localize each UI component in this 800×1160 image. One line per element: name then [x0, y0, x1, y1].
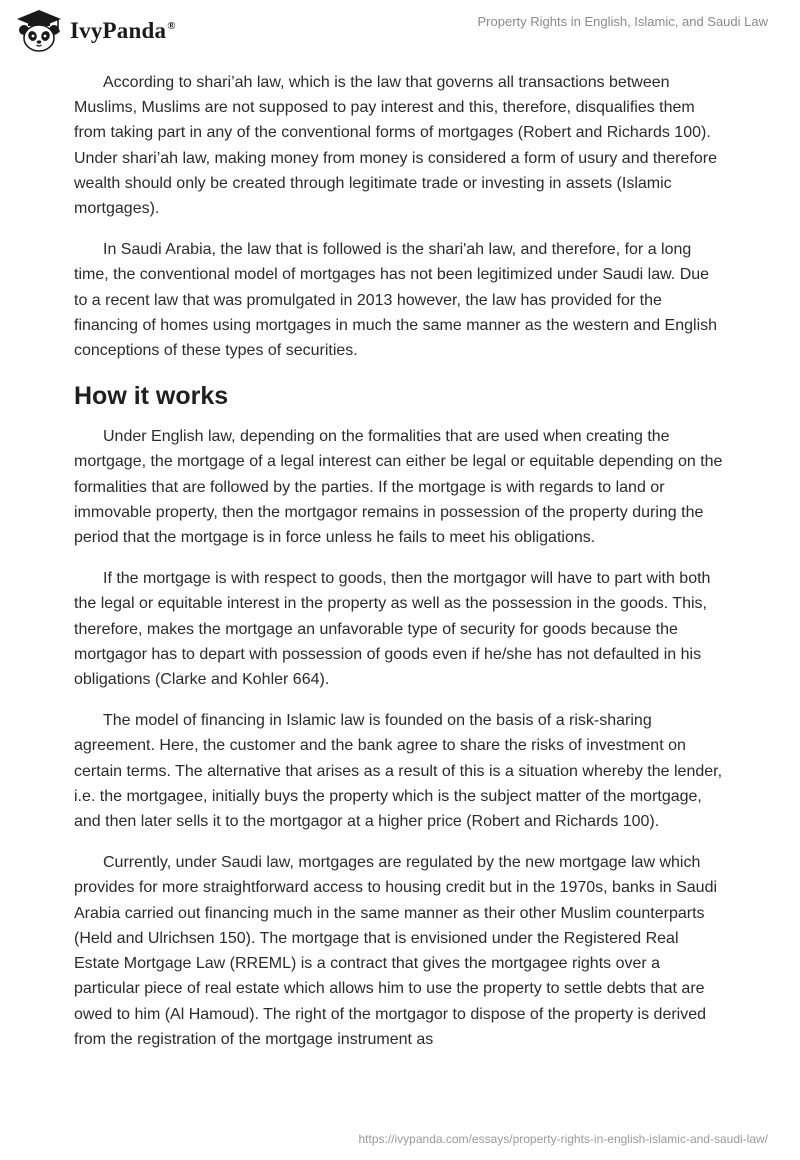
panda-graduation-icon: [14, 8, 64, 54]
ivypanda-logo[interactable]: [14, 8, 176, 54]
source-url[interactable]: https://ivypanda.com/essays/property-rights-in-english-islamic-and-saudi-law/: [358, 1132, 768, 1146]
page-header: [0, 0, 800, 70]
paragraph: If the mortgage is with respect to goods, then the mortgagor will have to part with both the legal or equitable interest in the property as well as the possession in the goods. This, therefore, makes the mortgage an unfavorable type of security for goods because the mortgagor has to depart with possession of goods even if he/she has not defaulted in his obligations (Clarke and Kohler 664).: [74, 570, 711, 689]
registered-mark: ®: [167, 20, 176, 33]
brand-name: IvyPanda®: [70, 18, 176, 43]
paragraph: Currently, under Saudi law, mortgages are regulated by the new mortgage law which provides for more straightforward access to housing credit but in the 1970s, banks in Saudi Arabia carried out financing much in the same manner as their other Muslim counterparts (Held and Ulrichsen 150). The mortgage that is envisioned under the Registered Real Estate Mortgage Law (RREML) is a contract that gives the mortgagee rights over a particular piece of real estate which allows him to use the property to settle debts that are owed to him (Al Hamoud). The right of the mortgagor to dispose of the property is derived from the registration of the mortgage instrument as: [74, 854, 718, 1048]
paragraph: The model of financing in Islamic law is founded on the basis of a risk-sharing agreement. Here, the customer and the bank agree to share the risks of investment on certain terms. The alternative that arises as a result of this is a situation whereby the lender, i.e. the mortgagee, initially buys the property which is the subject matter of the mortgage, and then later sells it to the mortgagor at a higher price (Robert and Richards 100).: [74, 712, 723, 831]
paragraph: Under English law, depending on the formalities that are used when creating the mortgage, the mortgage of a legal interest can either be legal or equitable depending on the formalities that are followed by the parties. If the mortgage is with regards to land or immovable property, then the mortgagor remains in possession of the property during the period that the mortgage is in force unless he fails to meet his obligations.: [74, 428, 723, 547]
article-body: [74, 70, 726, 1068]
paragraph: In Saudi Arabia, the law that is followed is the shari'ah law, and therefore, for a long time, the conventional model of mortgages has not been legitimized under Saudi law. Due to a recent law that was promulgated in 2013 however, the law has provided for the financing of homes using mortgages in much the same manner as the western and English conceptions of these types of securities.: [74, 241, 718, 360]
section-heading: How it works: [74, 382, 229, 411]
document-title: Property Rights in English, Islamic, and Saudi Law: [477, 14, 768, 29]
paragraph: According to shari’ah law, which is the law that governs all transactions between Muslims, Muslims are not supposed to pay interest and this, therefore, disqualifies them from taking part in any of the conventional forms of mortgages (Robert and Richards 100). Under shari’ah law, making money from money is considered a form of usury and therefore wealth should only be created through legitimate trade or investing in assets (Islamic mortgages).: [74, 74, 717, 218]
